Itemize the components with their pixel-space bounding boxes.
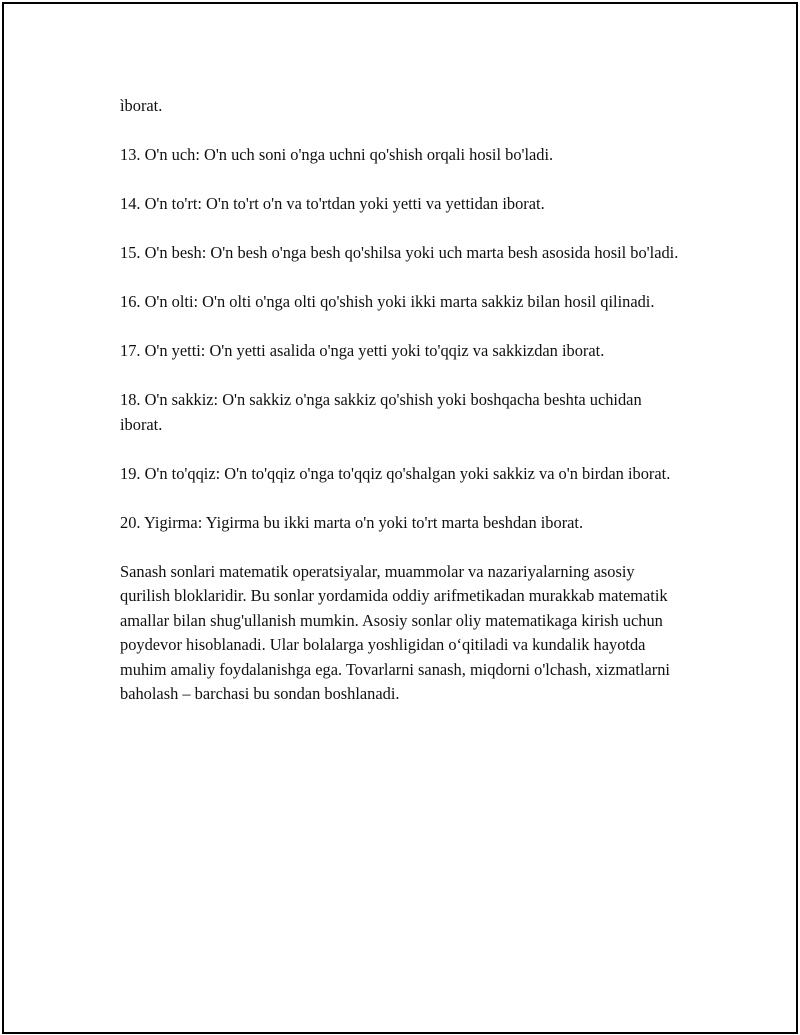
list-item-18: 18. O'n sakkiz: O'n sakkiz o'nga sakkiz qo'shish yoki boshqacha beshta uchidan iborat. <box>120 390 642 434</box>
list-item-16: 16. O'n olti: O'n olti o'nga olti qo'shish yoki ikki marta sakkiz bilan hosil qilinadi. <box>120 292 655 311</box>
list-item-15: 15. O'n besh: O'n besh o'nga besh qo'shilsa yoki uch marta besh asosida hosil bo'ladi. <box>120 243 679 262</box>
list-item-14: 14. O'n to'rt: O'n to'rt o'n va to'rtdan yoki yetti va yettidan iborat. <box>120 194 545 213</box>
list-item-20: 20. Yigirma: Yigirma bu ikki marta o'n yoki to'rt marta beshdan iborat. <box>120 512 584 532</box>
list-item-19: 19. O'n to'qqiz: O'n to'qqiz o'nga to'qqiz qo'shalgan yoki sakkiz va o'n birdan iborat. <box>120 463 671 483</box>
document-page <box>2 2 798 1034</box>
list-item-17: 17. O'n yetti: O'n yetti asalida o'nga yetti yoki to'qqiz va sakkizdan iborat. <box>120 341 605 360</box>
document-body <box>120 94 680 731</box>
list-item-13: 13. O'n uch: O'n uch soni o'nga uchni qo'shish orqali hosil bo'ladi. <box>120 145 554 164</box>
summary-paragraph: Sanash sonlari matematik operatsiyalar, muammolar va nazariyalarning asosiy qurilish bloklaridir. Bu sonlar yordamida oddiy arifmetikadan murakkab matematik amallar bilan shug'ullanish mumkin. Asosiy sonlar oliy matematikaga kirish uchun poydevor hisoblanadi. Ular bolalarga yoshligidan o‘qitiladi va kundalik hayotda muhim amaliy foydalanishga ega. Tovarlarni sanash, miqdorni o'lchash, xizmatlarni baholash – barchasi bu sondan boshlanadi. <box>120 561 670 703</box>
paragraph-continuation: ìborat. <box>120 96 163 115</box>
